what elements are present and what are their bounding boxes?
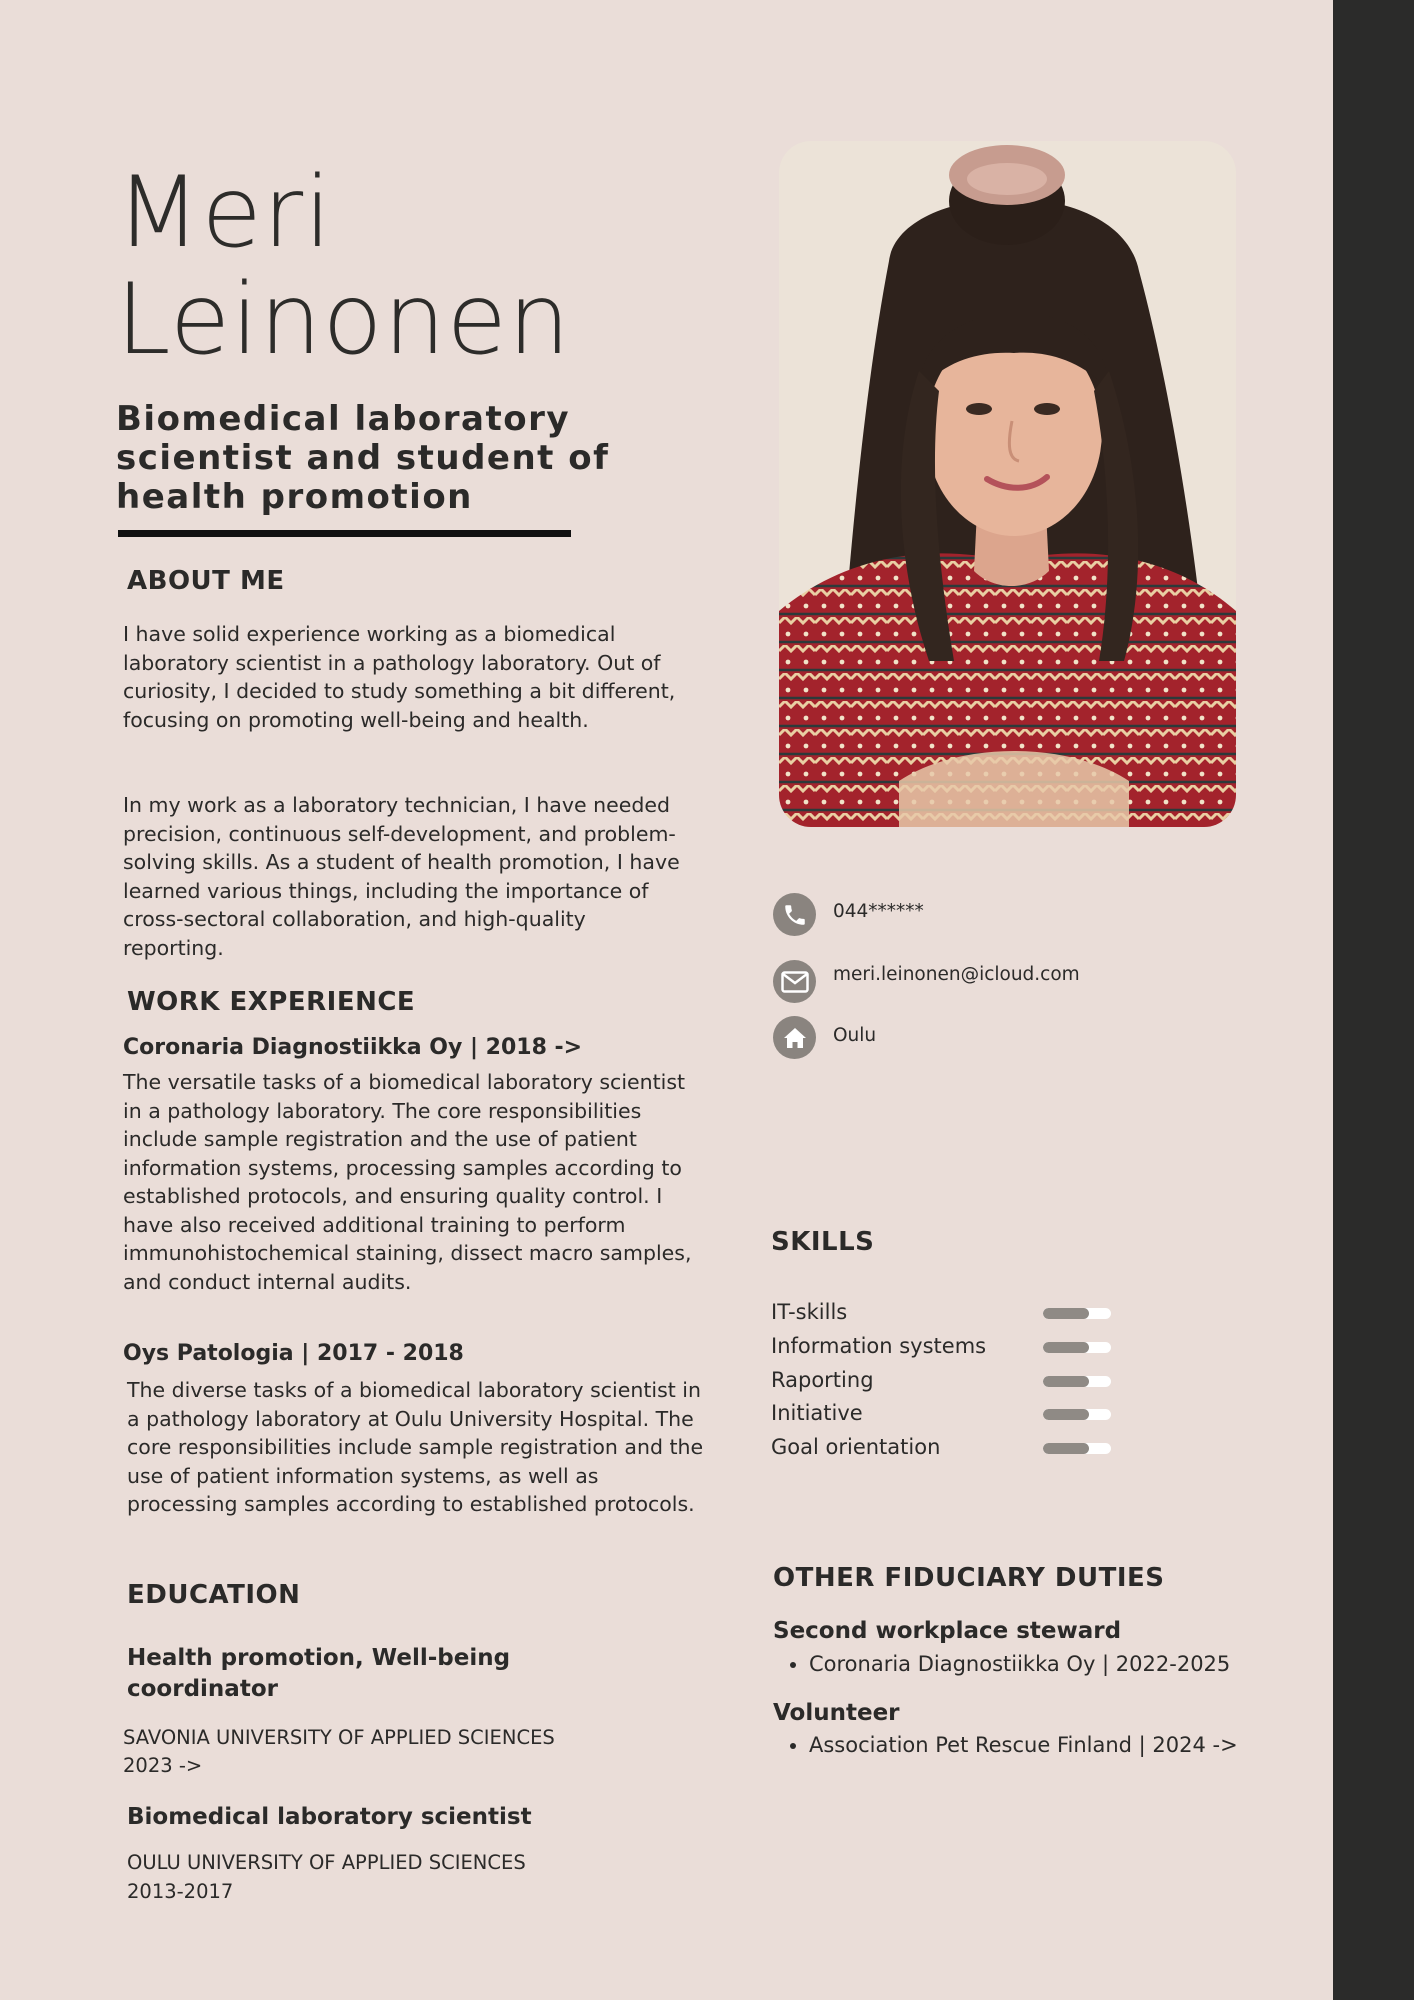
- person-name: [116, 156, 571, 377]
- mail-icon: [773, 960, 816, 1003]
- duty-detail-1: • Coronaria Diagnostiikka Oy | 2022-2025: [809, 1650, 1329, 1678]
- skill-label: IT-skills: [771, 1300, 848, 1324]
- education-institution-2: OULU UNIVERSITY OF APPLIED SCIENCES: [127, 1851, 526, 1874]
- job-heading-1: Coronaria Diagnostiikka Oy | 2018 ->: [123, 1035, 583, 1060]
- about-paragraph-2: In my work as a laboratory technician, I have needed precision, continuous self-development, and problem-solving skills. As a student of health promotion, I have learned various things, including the importance of cross-sectoral collaboration, and high-quality reporting.: [123, 793, 680, 960]
- skill-level-fill: [1043, 1308, 1089, 1319]
- job-heading-2: Oys Patologia | 2017 - 2018: [123, 1341, 464, 1366]
- skill-level-bar: [1043, 1409, 1111, 1420]
- job-headline: Biomedical laboratory scientist and student of health promotion: [116, 399, 610, 517]
- skill-level-fill: [1043, 1376, 1089, 1387]
- duties-title: OTHER FIDUCIARY DUTIES: [773, 1563, 1165, 1593]
- skill-level-bar: [1043, 1342, 1111, 1353]
- job-description-1: The versatile tasks of a biomedical laboratory scientist in a pathology laboratory. The core responsibilities include sample registration and the use of patient information systems, processing samples according to established protocols, and ensuring quality control. I have also received additional training to perform immunohistochemical staining, dissect macro samples, and conduct internal audits.: [123, 1070, 692, 1294]
- skill-level-fill: [1043, 1409, 1089, 1420]
- phone-number[interactable]: 044******: [833, 901, 924, 922]
- education-years-2: 2013-2017: [127, 1880, 234, 1903]
- profile-photo: [779, 141, 1236, 827]
- last-name: Leinonen: [116, 263, 571, 377]
- skill-level-bar: [1043, 1308, 1111, 1319]
- duty-list-1: [773, 1650, 1329, 1678]
- education-degree-1: Health promotion, Well-being coordinator: [127, 1645, 511, 1702]
- headline-divider: [118, 530, 571, 537]
- home-icon: [773, 1016, 816, 1059]
- education-years-1: 2023 ->: [123, 1754, 203, 1777]
- work-title: WORK EXPERIENCE: [127, 987, 416, 1017]
- skill-label: Initiative: [771, 1401, 863, 1426]
- education-degree-2: Biomedical laboratory scientist: [127, 1804, 532, 1830]
- skill-level-fill: [1043, 1443, 1089, 1454]
- duty-list-2: [773, 1731, 1349, 1759]
- skill-label: Raporting: [771, 1367, 874, 1392]
- about-paragraph-1: I have solid experience working as a biomedical laboratory scientist in a pathology laboratory. Out of curiosity, I decided to study something a bit different, focusing on promoting well-being and health.: [123, 622, 676, 732]
- skill-label: Information systems: [771, 1333, 987, 1358]
- phone-icon: [773, 893, 816, 936]
- education-title: EDUCATION: [127, 1580, 301, 1610]
- skill-level-bar: [1043, 1443, 1111, 1454]
- duty-role-1: Second workplace steward: [773, 1618, 1122, 1644]
- skill-label: Goal orientation: [771, 1435, 941, 1460]
- portrait-illustration: [779, 141, 1236, 827]
- skills-title: SKILLS: [771, 1227, 875, 1257]
- duty-role-2: Volunteer: [773, 1700, 900, 1726]
- education-institution-1: SAVONIA UNIVERSITY OF APPLIED SCIENCES: [123, 1726, 555, 1749]
- job-description-2: The diverse tasks of a biomedical laboratory scientist in a pathology laboratory at Oulu University Hospital. The core responsibilities include sample registration and the use of patient information systems, as well as processing samples according to established protocols.: [127, 1378, 704, 1516]
- duty-detail-2: • Association Pet Rescue Finland | 2024 ->: [809, 1731, 1349, 1759]
- first-name: Meri: [116, 156, 333, 270]
- about-title: ABOUT ME: [127, 566, 285, 596]
- skill-level-bar: [1043, 1376, 1111, 1387]
- right-sidebar: [1333, 0, 1414, 2000]
- email-address[interactable]: meri.leinonen@icloud.com: [833, 964, 1080, 985]
- location: Oulu: [833, 1025, 877, 1046]
- skill-level-fill: [1043, 1342, 1089, 1353]
